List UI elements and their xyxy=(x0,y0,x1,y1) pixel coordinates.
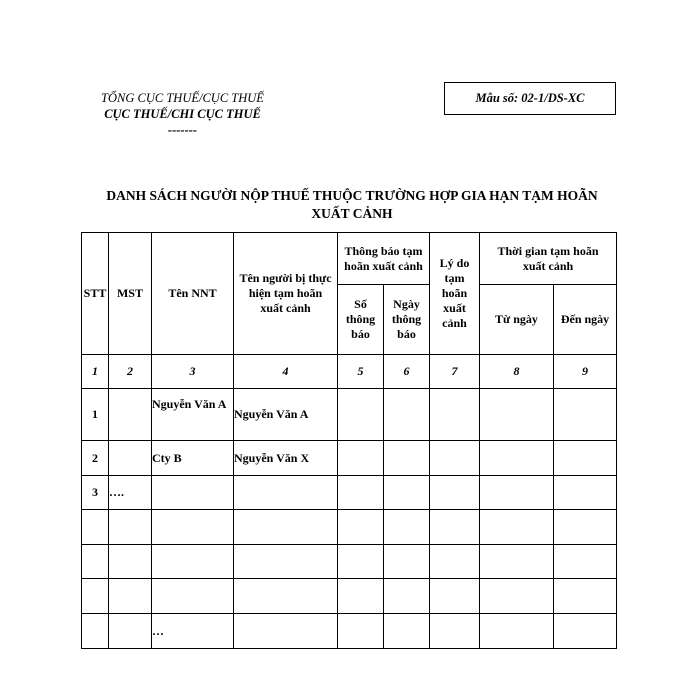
row-stt xyxy=(82,510,109,545)
row-ten-nguoi xyxy=(234,510,338,545)
column-number: 1 xyxy=(82,355,109,389)
header-mst: MST xyxy=(109,233,152,355)
header-den-ngay: Đến ngày xyxy=(554,285,617,355)
row-ngay-thong-bao xyxy=(384,510,430,545)
row-mst xyxy=(109,510,152,545)
row-stt xyxy=(82,614,109,649)
row-ngay-thong-bao xyxy=(384,441,430,476)
row-tu-ngay xyxy=(480,545,554,579)
header-ten-nguoi: Tên người bị thực hiện tạm hoãn xuất cảnh xyxy=(234,233,338,355)
row-ten-nnt: … xyxy=(152,614,234,649)
table-row xyxy=(82,441,617,476)
row-ly-do xyxy=(430,579,480,614)
column-number: 9 xyxy=(554,355,617,389)
row-stt: 3 xyxy=(82,476,109,510)
row-ly-do xyxy=(430,545,480,579)
form-number-box: Mẫu số: 02-1/DS-XC xyxy=(444,82,616,115)
row-ngay-thong-bao xyxy=(384,614,430,649)
table-row xyxy=(82,545,617,579)
authority-separator: ------- xyxy=(167,123,198,137)
row-den-ngay xyxy=(554,545,617,579)
row-mst: …. xyxy=(109,476,152,510)
row-den-ngay xyxy=(554,579,617,614)
header-tu-ngay: Từ ngày xyxy=(480,285,554,355)
row-ten-nguoi: Nguyễn Văn X xyxy=(234,441,338,476)
issuing-authority xyxy=(80,90,285,138)
row-tu-ngay xyxy=(480,614,554,649)
row-tu-ngay xyxy=(480,476,554,510)
row-tu-ngay xyxy=(480,441,554,476)
row-tu-ngay xyxy=(480,389,554,441)
header-so-thong-bao: Số thông báo xyxy=(338,285,384,355)
row-stt: 1 xyxy=(82,389,109,441)
header-thong-bao: Thông báo tạm hoãn xuất cảnh xyxy=(338,233,430,285)
row-ten-nguoi xyxy=(234,476,338,510)
row-ten-nguoi: Nguyễn Văn A xyxy=(234,389,338,441)
row-ngay-thong-bao xyxy=(384,545,430,579)
row-so-thong-bao xyxy=(338,510,384,545)
column-number: 5 xyxy=(338,355,384,389)
row-den-ngay xyxy=(554,476,617,510)
row-den-ngay xyxy=(554,389,617,441)
column-number: 6 xyxy=(384,355,430,389)
row-ten-nnt xyxy=(152,510,234,545)
row-mst xyxy=(109,389,152,441)
header-ngay-thong-bao: Ngày thông báo xyxy=(384,285,430,355)
table-row xyxy=(82,476,617,510)
row-mst xyxy=(109,545,152,579)
row-ten-nnt: Cty B xyxy=(152,441,234,476)
row-so-thong-bao xyxy=(338,441,384,476)
row-ngay-thong-bao xyxy=(384,579,430,614)
row-mst xyxy=(109,441,152,476)
column-number: 3 xyxy=(152,355,234,389)
row-ly-do xyxy=(430,510,480,545)
row-ly-do xyxy=(430,476,480,510)
row-den-ngay xyxy=(554,510,617,545)
row-so-thong-bao xyxy=(338,614,384,649)
table-row xyxy=(82,389,617,441)
row-so-thong-bao xyxy=(338,579,384,614)
document-title: DANH SÁCH NGƯỜI NỘP THUẾ THUỘC TRƯỜNG HỢP GIA HẠN TẠM HOÃN XUẤT CẢNH xyxy=(106,188,598,221)
column-number: 4 xyxy=(234,355,338,389)
row-tu-ngay xyxy=(480,510,554,545)
row-tu-ngay xyxy=(480,579,554,614)
table-row xyxy=(82,510,617,545)
row-ten-nguoi xyxy=(234,614,338,649)
row-ngay-thong-bao xyxy=(384,476,430,510)
row-stt xyxy=(82,545,109,579)
table-row xyxy=(82,579,617,614)
row-ngay-thong-bao xyxy=(384,389,430,441)
header-ly-do: Lý do tạm hoãn xuất cảnh xyxy=(430,233,480,355)
row-mst xyxy=(109,579,152,614)
header-thoi-gian: Thời gian tạm hoãn xuất cảnh xyxy=(480,233,617,285)
row-so-thong-bao xyxy=(338,389,384,441)
authority-line-2: CỤC THUẾ/CHI CỤC THUẾ xyxy=(104,107,261,121)
column-number: 2 xyxy=(109,355,152,389)
row-ten-nnt xyxy=(152,476,234,510)
row-so-thong-bao xyxy=(338,545,384,579)
row-ten-nnt xyxy=(152,545,234,579)
row-ly-do xyxy=(430,441,480,476)
row-den-ngay xyxy=(554,441,617,476)
header-ten-nnt: Tên NNT xyxy=(152,233,234,355)
row-ly-do xyxy=(430,614,480,649)
row-ten-nguoi xyxy=(234,579,338,614)
authority-line-1: TỔNG CỤC THUẾ/CỤC THUẾ xyxy=(101,91,264,105)
row-ten-nnt xyxy=(152,579,234,614)
row-stt: 2 xyxy=(82,441,109,476)
table-row xyxy=(82,614,617,649)
row-mst xyxy=(109,614,152,649)
column-number: 7 xyxy=(430,355,480,389)
row-ten-nnt: Nguyễn Văn A xyxy=(152,389,234,441)
taxpayer-table xyxy=(81,232,617,649)
row-stt xyxy=(82,579,109,614)
row-so-thong-bao xyxy=(338,476,384,510)
column-number: 8 xyxy=(480,355,554,389)
row-ten-nguoi xyxy=(234,545,338,579)
row-den-ngay xyxy=(554,614,617,649)
header-stt: STT xyxy=(82,233,109,355)
row-ly-do xyxy=(430,389,480,441)
